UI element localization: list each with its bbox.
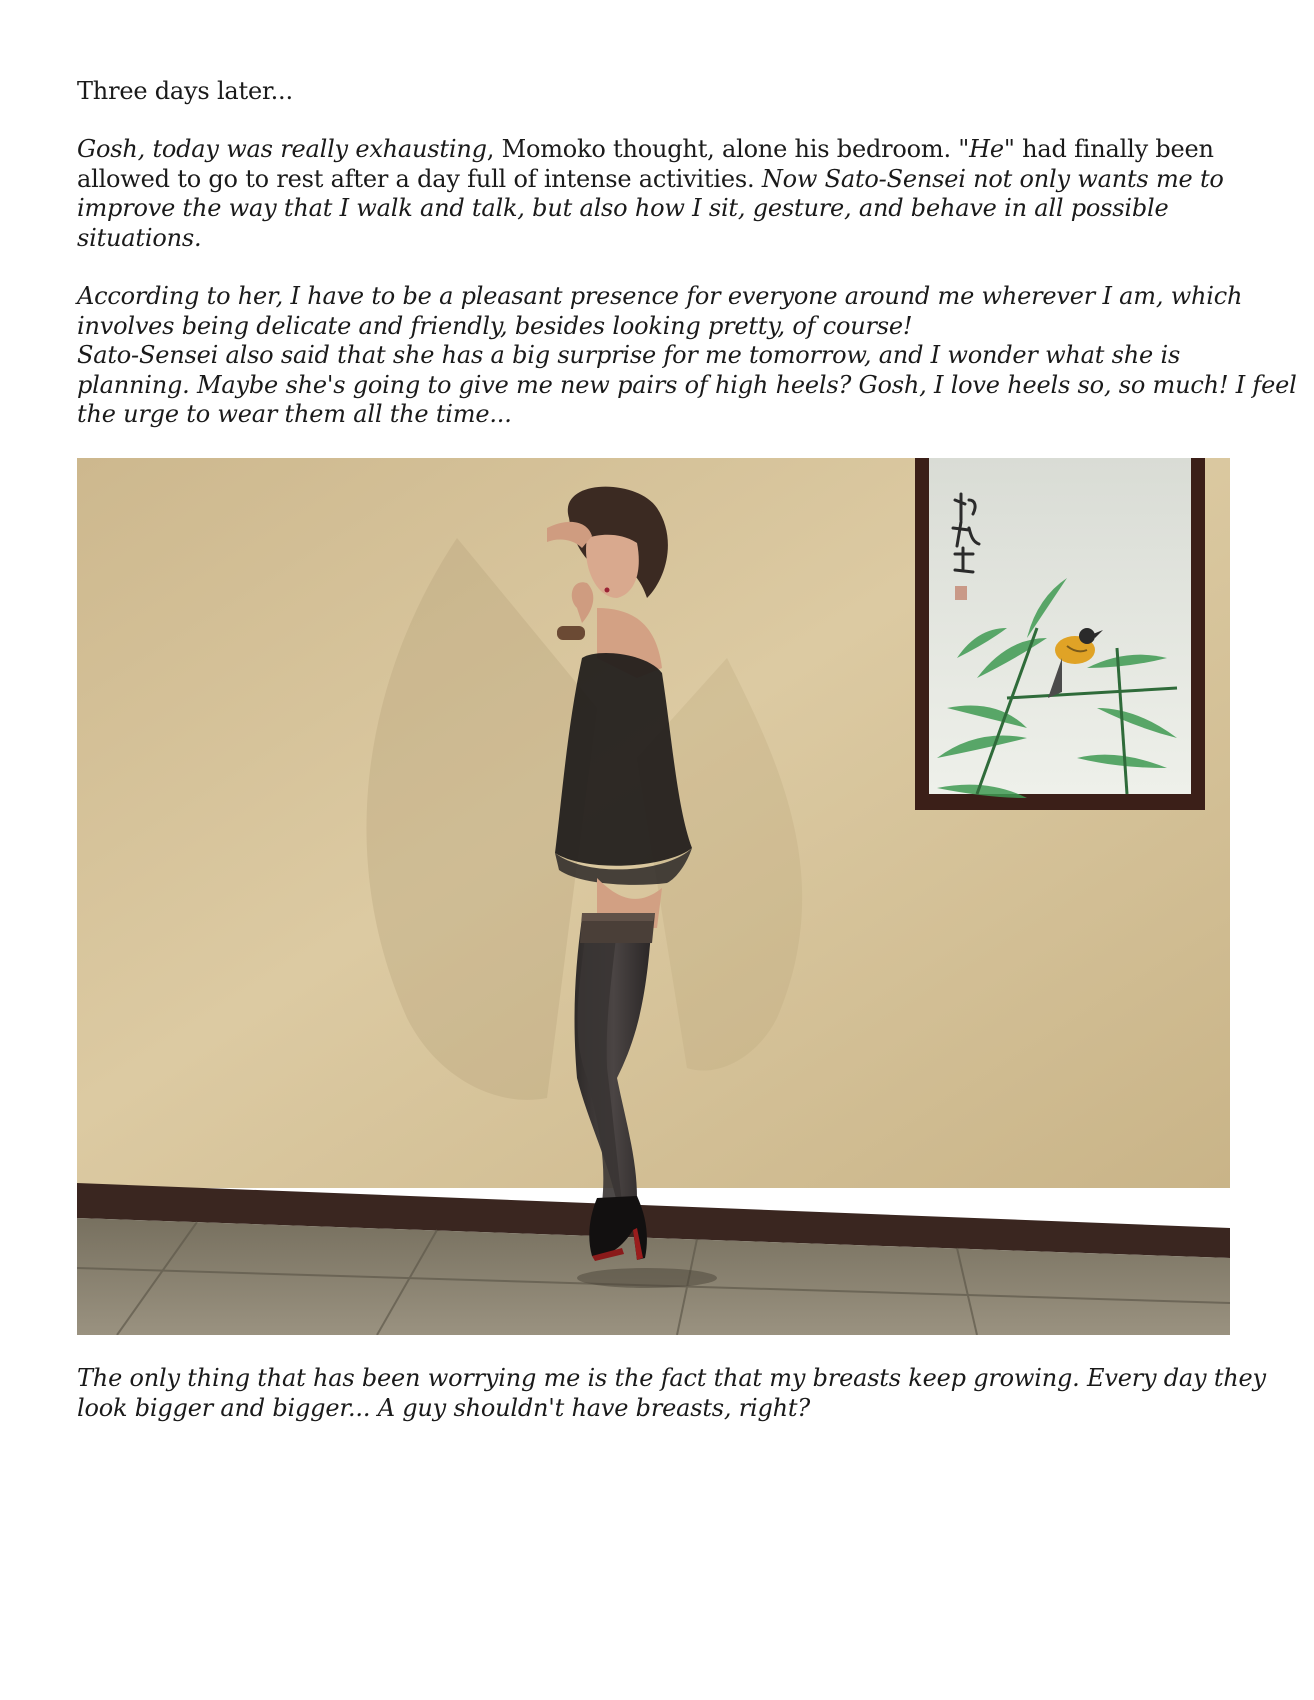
closing-line-2-text: look bigger and bigger... A guy shouldn't have breasts, right? <box>77 1393 811 1422</box>
closing-line-1 <box>77 1364 1266 1394</box>
according-paragraph <box>77 282 1297 430</box>
intro-text: Three days later... <box>77 77 293 105</box>
thought-line-1-narration: , Momoko thought, alone his bedroom. " <box>486 135 970 163</box>
thought-paragraph <box>77 135 1224 253</box>
according-line-3 <box>77 341 1297 371</box>
according-line-5-text: the urge to wear them all the time... <box>77 400 512 428</box>
according-line-2-text: involves being delicate and friendly, besides looking pretty, of course! <box>77 311 913 340</box>
framed-painting <box>915 458 1205 810</box>
intro-paragraph <box>77 77 293 107</box>
thought-line-3-italic: improve the way that I walk and talk, but also how I sit, gesture, and behave in all possible <box>77 194 1169 222</box>
closing-paragraph <box>77 1364 1266 1423</box>
according-line-4 <box>77 371 1297 401</box>
thought-line-1-end: " had finally been <box>1003 135 1214 163</box>
thought-line-1-pronoun: He <box>969 135 1004 163</box>
thought-line-1-italic: Gosh, today was really exhausting <box>77 135 487 163</box>
closing-line-2 <box>77 1394 1266 1424</box>
according-line-5 <box>77 400 1297 430</box>
according-line-4-text: planning. Maybe she's going to give me new pairs of high heels? Gosh, I love heels so, so much! I feel <box>77 370 1297 399</box>
thought-line-2-narration: allowed to go to rest after a day full of intense activities. <box>77 164 762 193</box>
thought-line-1 <box>77 135 1224 165</box>
thought-line-2-italic: Now Sato-Sensei not only wants me to <box>761 164 1224 193</box>
thought-line-4-italic: situations. <box>77 223 202 252</box>
closing-line-1-text: The only thing that has been worrying me is the fact that my breasts keep growing. Every day they <box>77 1364 1266 1392</box>
according-line-1 <box>77 282 1297 312</box>
according-line-2 <box>77 312 1297 342</box>
bracelet <box>557 626 585 640</box>
illustration-svg <box>77 458 1230 1335</box>
thought-line-4 <box>77 224 1224 254</box>
seal-stamp <box>955 586 967 600</box>
according-line-1-text: According to her, I have to be a pleasant presence for everyone around me wherever I am, which <box>77 282 1243 310</box>
thought-line-2 <box>77 165 1224 195</box>
story-illustration <box>77 458 1230 1335</box>
according-line-3-text: Sato-Sensei also said that she has a big surprise for me tomorrow, and I wonder what she is <box>77 341 1181 369</box>
thought-line-3 <box>77 194 1224 224</box>
